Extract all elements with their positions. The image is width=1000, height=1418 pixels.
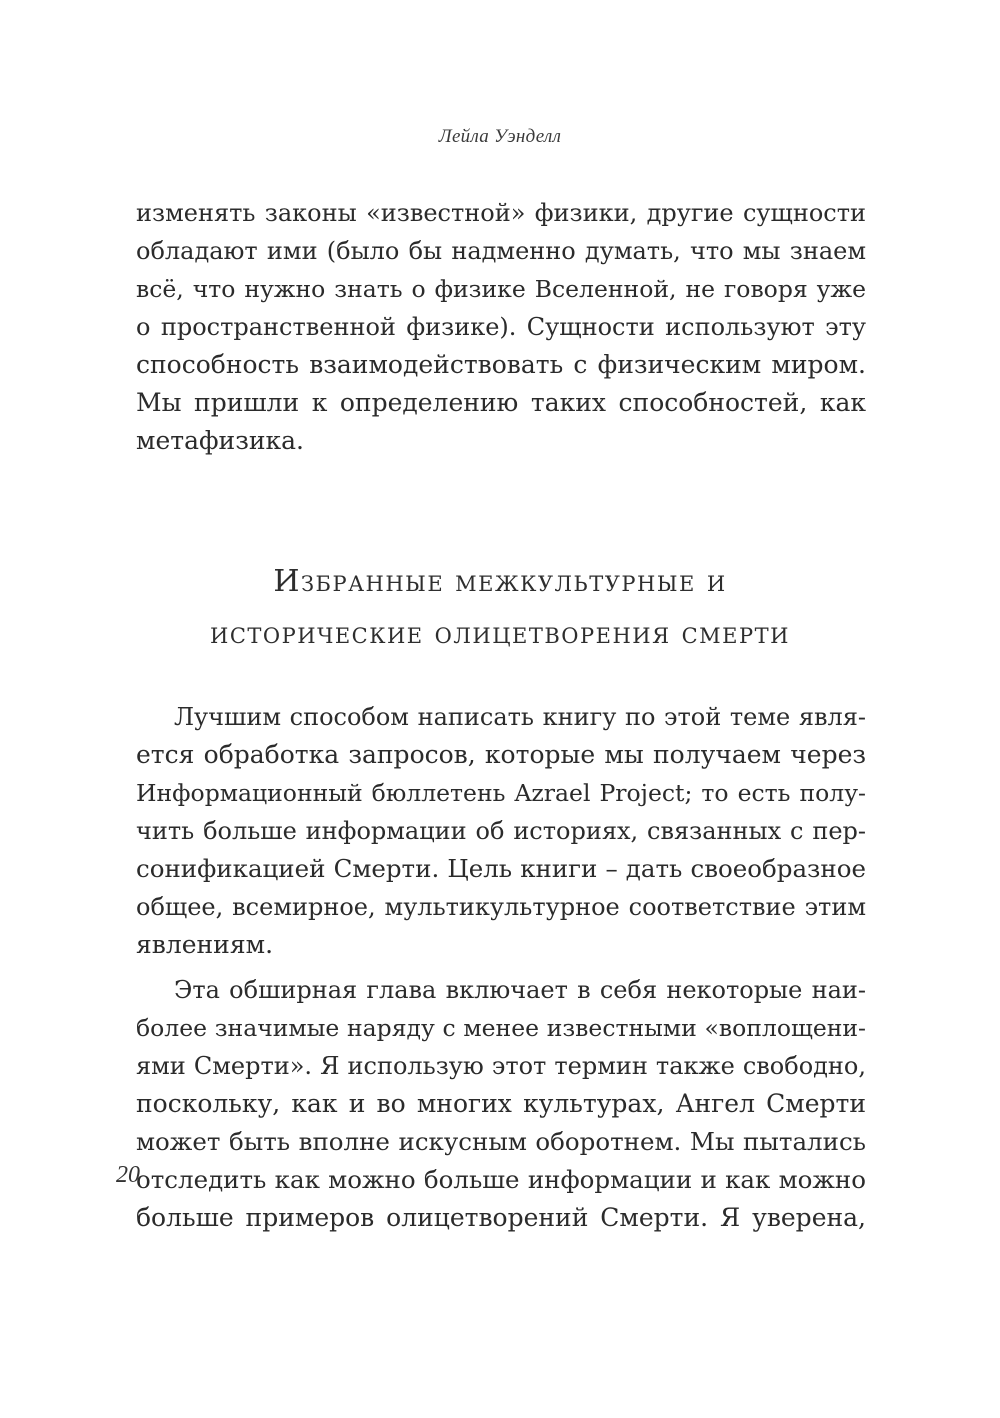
paragraph-intro bbox=[136, 698, 866, 964]
text-line: отследить как можно больше информации и как можно bbox=[136, 1165, 866, 1194]
text-line: более значимые наряду с менее известными «воплощени- bbox=[136, 1014, 866, 1042]
paragraph-second bbox=[136, 971, 866, 1237]
paragraph-top bbox=[136, 194, 866, 460]
text-line: обладают ими (было бы надменно думать, что мы знаем bbox=[136, 237, 866, 265]
text-line: общее, всемирное, мультикультурное соответствие этим bbox=[136, 893, 866, 921]
text-line: способность взаимодействовать с физическим миром. bbox=[136, 350, 866, 379]
text-line: Лучшим способом написать книгу по этой теме явля- bbox=[174, 703, 866, 731]
text-line: Мы пришли к определению таких способностей, как bbox=[136, 388, 866, 417]
text-line: всё, что нужно знать о физике Вселенной, не говоря уже bbox=[136, 275, 866, 303]
text-line: ется обработка запросов, которые мы получаем через bbox=[136, 740, 866, 769]
heading-line: Избранные межкультурные и bbox=[273, 564, 727, 599]
section-heading bbox=[0, 556, 1000, 660]
text-line: Эта обширная глава включает в себя некоторые наи- bbox=[174, 976, 866, 1004]
text-line: ями Смерти». Я использую этот термин также свободно, bbox=[136, 1052, 866, 1080]
text-line: о пространственной физике). Сущности используют эту bbox=[136, 313, 866, 341]
text-line: больше примеров олицетворений Смерти. Я уверена, bbox=[136, 1203, 866, 1232]
text-line: изменять законы «известной» физики, другие сущности bbox=[136, 199, 866, 227]
text-line: сонификацией Смерти. Цель книги – дать своеобразное bbox=[136, 854, 866, 883]
text-line: поскольку, как и во многих культурах, Ангел Смерти bbox=[136, 1089, 866, 1118]
heading-line: исторические олицетворения смерти bbox=[210, 616, 790, 651]
text-line: Информационный бюллетень Azrael Project; то есть полу- bbox=[136, 779, 866, 807]
text-line: чить больше информации об историях, связанных с пер- bbox=[136, 817, 866, 845]
text-line: явлениям. bbox=[136, 930, 274, 959]
running-head: Лейла Уэнделл bbox=[438, 126, 562, 147]
page-number: 20 bbox=[116, 1162, 140, 1188]
text-line: метафизика. bbox=[136, 426, 304, 455]
text-line: может быть вполне искусным оборотнем. Мы пытались bbox=[136, 1127, 866, 1156]
